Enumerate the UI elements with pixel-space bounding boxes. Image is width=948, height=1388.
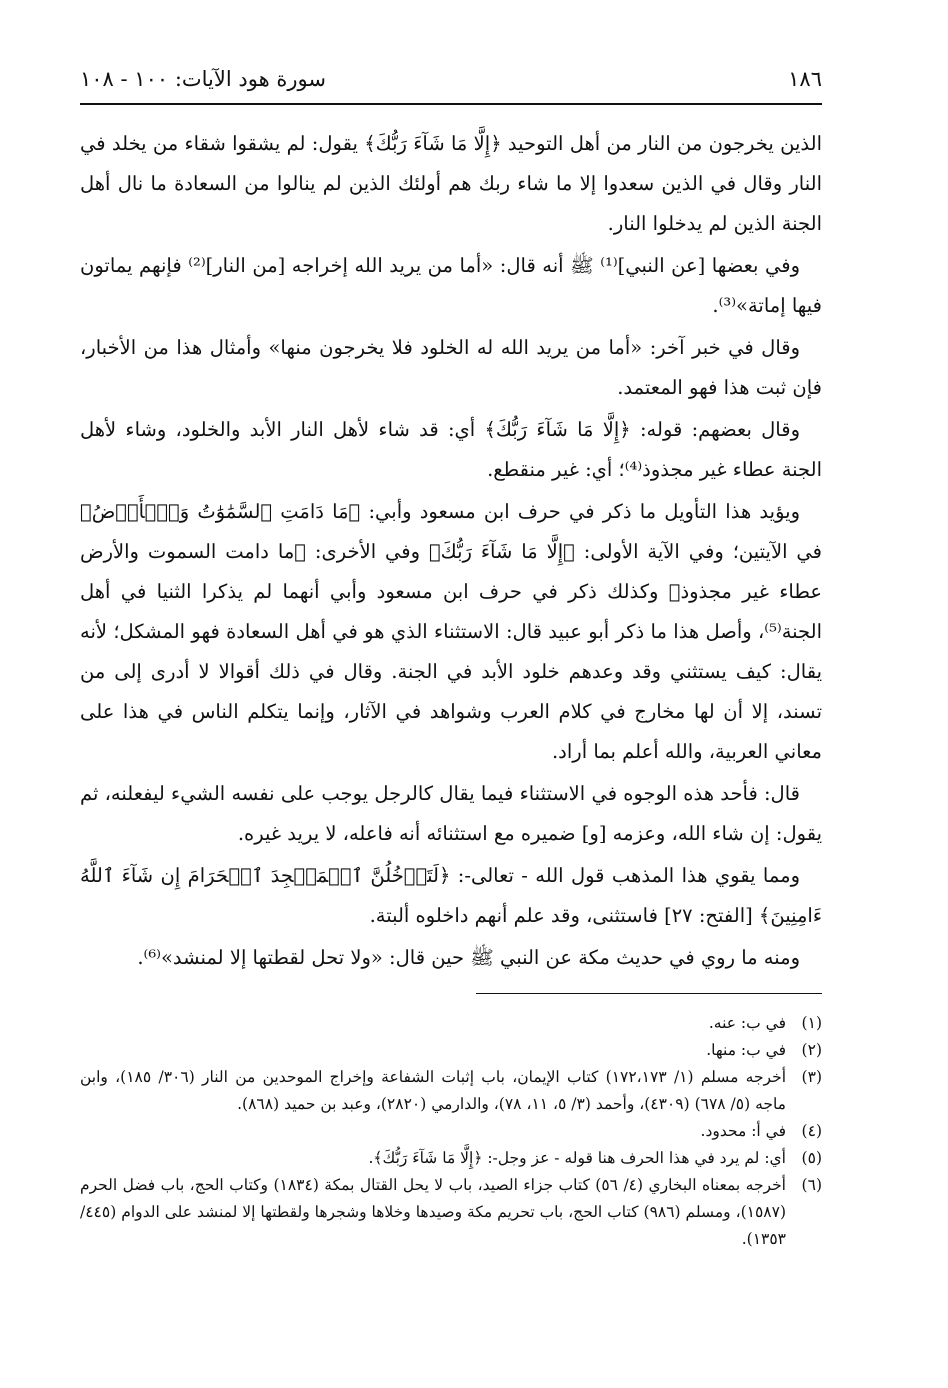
footnote (80, 1064, 822, 1118)
page-number: ١٨٦ (788, 67, 822, 91)
footnote-text: في ب: منها. (706, 1041, 786, 1059)
paragraph: وقال بعضهم: قوله: ﴿إِلَّا مَا شَآءَ رَبُّكَ﴾ أي: قد شاء لأهل النار الأبد والخلود، وشاء لأهل الجنة عطاء غير مجذوذ⁽⁴⁾؛ أي: غير منقطع. (80, 418, 822, 481)
paragraph: ويؤيد هذا التأويل ما ذكر في حرف ابن مسعود وأبي: ﴿مَا دَامَتِ ٱلسَّمَٰوَٰتُ وَٱلۡأَرۡضُ﴾ في الآيتين؛ وفي الآية الأولى: ﴿إِلَّا مَا شَآءَ رَبُّكَ﴾ وفي الأخرى: ﴿ما دامت السموت والأرض عطاء غير مجذوذ﴾ وكذلك ذكر في حرف ابن مسعود وأبي أنهما لم يذكرا الثنيا في أهل الجنة⁽⁵⁾، وأصل هذا ما ذكر أبو عبيد قال: الاستثناء الذي هو في أهل السعادة فهو المشكل؛ لأنه يقال: كيف يستثني وقد وعدهم خلود الأبد في الجنة. وقال في ذلك أقوالا لا أدرى إلى من تسند، إلا أن لها مخارج في كلام العرب وشواهد في الآثار، وإنما يتكلم الناس في هذا على معاني العربية، والله أعلم بما أراد. (80, 500, 822, 763)
header-divider (80, 103, 822, 105)
footnote-text: أخرجه مسلم (١/ ١٧٢،١٧٣) كتاب الإيمان، باب إثبات الشفاعة وإخراج الموحدين من النار (٣٠٦/ ١٨٥)، وابن ماجه (٥/ ٦٧٨) (٤٣٠٩)، وأحمد (٣/ ٥، ١١، ٧٨)، والدارمي (٢٨٢٠)، وعبد بن حميد (٨٦٨). (80, 1068, 786, 1113)
paragraph: ومما يقوي هذا المذهب قول الله - تعالى-: ﴿لَتَدۡخُلُنَّ ٱلۡمَسۡجِدَ ٱلۡحَرَامَ إِن شَآءَ ٱللَّهُ ءَامِنِينَ﴾ [الفتح: ٢٧] فاستثنى، وقد علم أنهم داخلوه ألبتة. (80, 864, 822, 927)
page-header (80, 60, 822, 98)
running-title: سورة هود الآيات: ١٠٠ - ١٠٨ (80, 67, 326, 91)
footnote-number: (٤) (801, 1122, 822, 1140)
footnote-number: (٢) (801, 1041, 822, 1059)
footnote-number: (٣) (801, 1068, 822, 1086)
footnote-text: في ب: عنه. (708, 1014, 786, 1032)
footnote-text: في أ: محدود. (700, 1122, 786, 1140)
paragraph: قال: فأحد هذه الوجوه في الاستثناء فيما يقال كالرجل يوجب على نفسه الشيء ليفعلنه، ثم يقول: إن شاء الله، وعزمه [و] ضميره مع استثنائه أنه فاعله، لا يريد غيره. (80, 782, 822, 845)
main-text (80, 124, 822, 980)
footnote-text: أي: لم يرد في هذا الحرف هنا قوله - عز وجل-: ﴿إِلَّا مَا شَآءَ رَبُّكَ﴾. (368, 1149, 786, 1167)
footnote-divider (476, 993, 822, 994)
footnotes (80, 1010, 822, 1253)
footnote-number: (٦) (801, 1176, 822, 1194)
paragraph: الذين يخرجون من النار من أهل التوحيد ﴿إِلَّا مَا شَآءَ رَبُّكَ﴾ يقول: لم يشقوا شقاء من يخلد في النار وقال في الذين سعدوا إلا ما شاء ربك هم أولئك الذين لم ينالوا من السعادة ما نال أهل الجنة الذين لم يدخلوا النار. (80, 132, 822, 235)
footnote (80, 1010, 822, 1037)
footnote-text: أخرجه بمعناه البخاري (٤/ ٥٦) كتاب جزاء الصيد، باب لا يحل القتال بمكة (١٨٣٤) وكتاب الحج، باب فضل الحرم (١٥٨٧)، ومسلم (٩٨٦) كتاب الحج، باب تحريم مكة وصيدها وخلاها وشجرها ولقطتها إلا لمنشد على الدوام (٤٤٥/ ١٣٥٣). (80, 1176, 786, 1248)
footnote (80, 1037, 822, 1064)
footnote (80, 1118, 822, 1145)
footnote (80, 1145, 822, 1172)
footnote-number: (١) (801, 1014, 822, 1032)
footnote-number: (٥) (801, 1149, 822, 1167)
paragraph: ومنه ما روي في حديث مكة عن النبي ﷺ حين قال: «ولا تحل لقطتها إلا لمنشد»⁽⁶⁾. (137, 946, 800, 969)
paragraph: وقال في خبر آخر: «أما من يريد الله له الخلود فلا يخرجون منها» وأمثال هذا من الأخبار، فإن ثبت هذا فهو المعتمد. (80, 336, 822, 399)
footnote (80, 1172, 822, 1253)
paragraph: وفي بعضها [عن النبي]⁽¹⁾ ﷺ أنه قال: «أما من يريد الله إخراجه [من النار]⁽²⁾ فإنهم يماتون فيها إماتة»⁽³⁾. (80, 254, 822, 317)
